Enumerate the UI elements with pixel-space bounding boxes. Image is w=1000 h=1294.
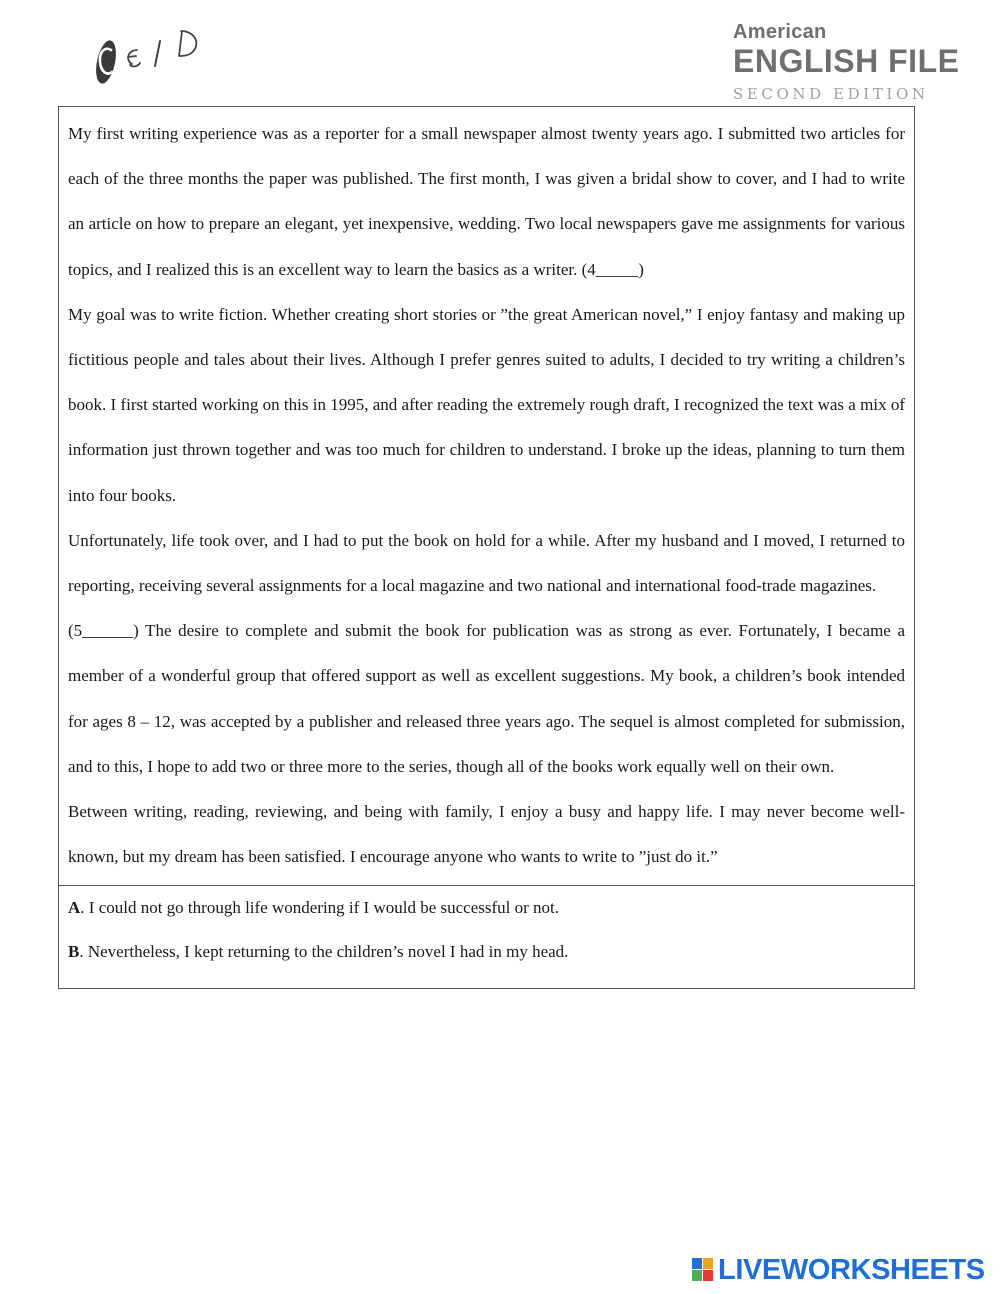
option-b: [68, 930, 905, 974]
option-a-text: . I could not go through life wondering if I would be successful or not.: [80, 898, 560, 918]
logo-line-american: American: [733, 21, 827, 43]
ceid-handwritten-logo: [92, 22, 222, 92]
passage-paragraph-3: Unfortunately, life took over, and I had to put the book on hold for a while. After my husband and I moved, I returned to reporting, receiving several assignments for a local magazine and two national and international food-trade magazines.: [68, 530, 905, 596]
ceid-logo-icon: [92, 22, 222, 92]
logo-line-second-edition: SECOND EDITION: [733, 85, 929, 103]
liveworksheets-grid-icon: [692, 1258, 714, 1282]
answer-options-cell: [59, 885, 914, 988]
option-a: [68, 886, 905, 930]
american-english-file-logo: [733, 20, 983, 106]
reading-passage-table: [58, 106, 915, 989]
passage-paragraph-2: My goal was to write fiction. Whether creating short stories or ”the great American novel,” I enjoy fantasy and making up fictitious people and tales about their lives. Although I prefer genres suited to adults, I decided to try writing a children’s book. I first started working on this in 1995, and after reading the extremely rough draft, I recognized the text was a mix of information just thrown together and was too much for children to understand. I broke up the ideas, planning to turn them into four books.: [68, 304, 905, 505]
option-b-text: . Nevertheless, I kept returning to the children’s novel I had in my head.: [79, 942, 569, 962]
logo-line-english-file: ENGLISH FILE: [733, 43, 960, 79]
passage-cell: [59, 107, 914, 885]
option-b-letter: B: [68, 942, 80, 962]
passage-paragraph-1: My first writing experience was as a reporter for a small newspaper almost twenty years ago. I submitted two articles for each of the three months the paper was published. The first month, I was given a bridal show to cover, and I had to write an article on how to prepare an elegant, yet inexpensive, wedding. Two local newspapers gave me assignments for various topics, and I realized this is an excellent way to learn the basics as a writer. (4_____): [68, 124, 905, 279]
passage-paragraph-4: (5______) The desire to complete and submit the book for publication was as strong as ever. Fortunately, I became a member of a wonderful group that offered support as well as excellent suggestions. My book, a children’s book intended for ages 8 – 12, was accepted by a publisher and released three years ago. The sequel is almost completed for submission, and to this, I hope to add two or three more to the series, though all of the books work equally well on their own.: [68, 621, 905, 776]
passage-paragraph-5: Between writing, reading, reviewing, and being with family, I enjoy a busy and happy life. I may never become well-known, but my dream has been satisfied. I encourage anyone who wants to write to ”just do it.”: [68, 802, 905, 867]
option-a-letter: A: [68, 898, 81, 918]
liveworksheets-logo[interactable]: [692, 1255, 985, 1285]
liveworksheets-wordmark: LIVEWORKSHEETS: [718, 1253, 985, 1286]
